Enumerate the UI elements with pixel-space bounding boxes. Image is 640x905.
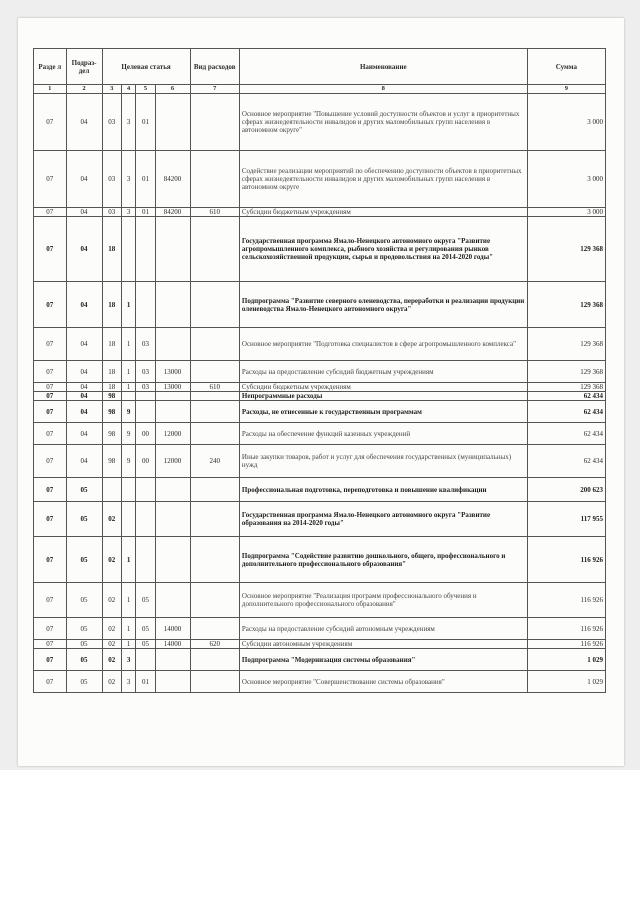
- cell-name: Иные закупки товаров, работ и услуг для обеспечения государственных (муниципальных) нужд: [239, 445, 527, 478]
- cell-sum: 129 368: [527, 282, 605, 328]
- cell-razdel: 07: [34, 583, 67, 618]
- table-row: [34, 583, 606, 618]
- cell-event: [136, 282, 155, 328]
- column-number: 3: [102, 85, 121, 94]
- cell-name: Непрограммные расходы: [239, 392, 527, 401]
- cell-direction: [155, 478, 190, 502]
- header-podrazdel: Подраз- дел: [66, 49, 102, 85]
- cell-podrazdel: 04: [66, 445, 102, 478]
- column-number: 9: [527, 85, 605, 94]
- cell-subprogram: 9: [121, 445, 135, 478]
- table-row: [34, 478, 606, 502]
- cell-sum: 3 000: [527, 94, 605, 151]
- table-row: [34, 217, 606, 282]
- cell-razdel: 07: [34, 537, 67, 583]
- cell-direction: [155, 671, 190, 693]
- column-number: 6: [155, 85, 190, 94]
- cell-sum: 62 434: [527, 445, 605, 478]
- cell-sum: 62 434: [527, 401, 605, 423]
- table-row: [34, 640, 606, 649]
- cell-podrazdel: 05: [66, 649, 102, 671]
- cell-podrazdel: 04: [66, 282, 102, 328]
- cell-razdel: 07: [34, 445, 67, 478]
- cell-razdel: 07: [34, 361, 67, 383]
- cell-program: 02: [102, 583, 121, 618]
- table-header-row: [34, 49, 606, 85]
- cell-expense-type: [190, 583, 239, 618]
- cell-expense-type: [190, 537, 239, 583]
- cell-direction: [155, 217, 190, 282]
- cell-name: Подпрограмма "Содействие развитию дошкольного, общего, профессионального и дополнительного профессионального образования": [239, 537, 527, 583]
- cell-program: 03: [102, 208, 121, 217]
- cell-subprogram: 1: [121, 537, 135, 583]
- cell-razdel: 07: [34, 649, 67, 671]
- cell-sum: 129 368: [527, 328, 605, 361]
- cell-name: Профессиональная подготовка, переподготовка и повышение квалификации: [239, 478, 527, 502]
- cell-sum: 3 000: [527, 151, 605, 208]
- table-row: [34, 94, 606, 151]
- cell-podrazdel: 05: [66, 583, 102, 618]
- cell-podrazdel: 04: [66, 401, 102, 423]
- column-number: 2: [66, 85, 102, 94]
- cell-event: 03: [136, 328, 155, 361]
- cell-razdel: 07: [34, 383, 67, 392]
- cell-sum: 62 434: [527, 392, 605, 401]
- cell-program: 02: [102, 537, 121, 583]
- cell-razdel: 07: [34, 671, 67, 693]
- cell-sum: 129 368: [527, 383, 605, 392]
- cell-sum: 1 029: [527, 649, 605, 671]
- cell-program: 98: [102, 423, 121, 445]
- cell-podrazdel: 04: [66, 217, 102, 282]
- cell-program: 02: [102, 502, 121, 537]
- cell-program: 18: [102, 328, 121, 361]
- cell-razdel: 07: [34, 478, 67, 502]
- cell-event: 05: [136, 618, 155, 640]
- cell-expense-type: [190, 502, 239, 537]
- table-row: [34, 671, 606, 693]
- cell-direction: 12000: [155, 423, 190, 445]
- cell-podrazdel: 04: [66, 383, 102, 392]
- cell-expense-type: [190, 282, 239, 328]
- cell-name: Субсидии бюджетным учреждениям: [239, 208, 527, 217]
- header-razdel: Разде л: [34, 49, 67, 85]
- cell-subprogram: 9: [121, 423, 135, 445]
- cell-name: Расходы на предоставление субсидий автономным учреждениям: [239, 618, 527, 640]
- cell-name: Государственная программа Ямало-Ненецкого автономного округа "Развитие агропромышленного комплекса, рыбного хозяйства и регулирования рынков сельскохозяйственной продукции, сырья и продовольствия на 2014-2020 годы": [239, 217, 527, 282]
- cell-expense-type: [190, 94, 239, 151]
- table-row: [34, 401, 606, 423]
- cell-expense-type: 620: [190, 640, 239, 649]
- cell-event: [136, 478, 155, 502]
- header-target-article: Целевая статья: [102, 49, 190, 85]
- budget-table: [33, 48, 606, 693]
- table-row: [34, 328, 606, 361]
- cell-program: 02: [102, 649, 121, 671]
- cell-subprogram: [121, 392, 135, 401]
- cell-program: 98: [102, 445, 121, 478]
- cell-name: Расходы, не отнесенные к государственным программам: [239, 401, 527, 423]
- cell-name: Субсидии автономным учреждениям: [239, 640, 527, 649]
- table-row: [34, 392, 606, 401]
- cell-podrazdel: 04: [66, 423, 102, 445]
- cell-program: 03: [102, 94, 121, 151]
- cell-razdel: 07: [34, 282, 67, 328]
- cell-expense-type: 610: [190, 208, 239, 217]
- cell-name: Основное мероприятие "Подготовка специалистов в сфере агропромышленного комплекса": [239, 328, 527, 361]
- cell-expense-type: [190, 649, 239, 671]
- cell-subprogram: 1: [121, 583, 135, 618]
- cell-sum: 116 926: [527, 583, 605, 618]
- cell-direction: [155, 282, 190, 328]
- cell-event: 03: [136, 361, 155, 383]
- cell-podrazdel: 05: [66, 671, 102, 693]
- cell-sum: 117 955: [527, 502, 605, 537]
- cell-podrazdel: 05: [66, 537, 102, 583]
- cell-direction: [155, 94, 190, 151]
- table-body: [34, 94, 606, 693]
- cell-event: 05: [136, 583, 155, 618]
- cell-sum: 116 926: [527, 640, 605, 649]
- cell-expense-type: 240: [190, 445, 239, 478]
- cell-expense-type: [190, 671, 239, 693]
- table-row: [34, 282, 606, 328]
- table-row: [34, 537, 606, 583]
- cell-podrazdel: 04: [66, 361, 102, 383]
- header-expense-type: Вид расходов: [190, 49, 239, 85]
- cell-razdel: 07: [34, 640, 67, 649]
- cell-program: 18: [102, 383, 121, 392]
- cell-direction: 84200: [155, 208, 190, 217]
- cell-podrazdel: 05: [66, 618, 102, 640]
- cell-direction: [155, 328, 190, 361]
- column-number: 5: [136, 85, 155, 94]
- cell-event: [136, 392, 155, 401]
- cell-direction: [155, 583, 190, 618]
- cell-expense-type: [190, 478, 239, 502]
- cell-expense-type: [190, 361, 239, 383]
- cell-direction: [155, 649, 190, 671]
- cell-direction: [155, 401, 190, 423]
- cell-subprogram: 3: [121, 151, 135, 208]
- cell-sum: 3 000: [527, 208, 605, 217]
- cell-razdel: 07: [34, 502, 67, 537]
- cell-razdel: 07: [34, 208, 67, 217]
- cell-sum: 116 926: [527, 618, 605, 640]
- cell-expense-type: [190, 217, 239, 282]
- cell-event: 01: [136, 671, 155, 693]
- cell-event: 05: [136, 640, 155, 649]
- cell-program: 18: [102, 361, 121, 383]
- cell-sum: 1 029: [527, 671, 605, 693]
- cell-program: 98: [102, 401, 121, 423]
- cell-event: 01: [136, 208, 155, 217]
- cell-event: [136, 401, 155, 423]
- cell-podrazdel: 04: [66, 328, 102, 361]
- cell-direction: 12000: [155, 445, 190, 478]
- column-number: 7: [190, 85, 239, 94]
- cell-expense-type: [190, 151, 239, 208]
- cell-direction: [155, 537, 190, 583]
- cell-name: Подпрограмма "Развитие северного оленеводства, переработки и реализации продукции оленеводства Ямало-Ненецкого автономного округа": [239, 282, 527, 328]
- cell-razdel: 07: [34, 217, 67, 282]
- cell-subprogram: 1: [121, 618, 135, 640]
- cell-expense-type: [190, 423, 239, 445]
- cell-expense-type: [190, 392, 239, 401]
- cell-event: [136, 217, 155, 282]
- cell-expense-type: [190, 401, 239, 423]
- cell-razdel: 07: [34, 618, 67, 640]
- cell-subprogram: 3: [121, 94, 135, 151]
- cell-podrazdel: 05: [66, 502, 102, 537]
- cell-subprogram: 1: [121, 282, 135, 328]
- cell-name: Основное мероприятие "Повышение условий доступности объектов и услуг в приоритетных сферах жизнедеятельности инвалидов и других маломобильных групп населения в автономном округе": [239, 94, 527, 151]
- header-name: Наименование: [239, 49, 527, 85]
- cell-event: 01: [136, 94, 155, 151]
- table-row: [34, 649, 606, 671]
- cell-direction: 84200: [155, 151, 190, 208]
- cell-expense-type: [190, 618, 239, 640]
- cell-sum: 129 368: [527, 361, 605, 383]
- cell-sum: 200 623: [527, 478, 605, 502]
- cell-subprogram: [121, 217, 135, 282]
- cell-subprogram: 9: [121, 401, 135, 423]
- table-row: [34, 445, 606, 478]
- cell-podrazdel: 04: [66, 208, 102, 217]
- cell-sum: 129 368: [527, 217, 605, 282]
- cell-name: Подпрограмма "Модернизация системы образования": [239, 649, 527, 671]
- column-number: 1: [34, 85, 67, 94]
- cell-name: Государственная программа Ямало-Ненецкого автономного округа "Развитие образования на 2014-2020 годы": [239, 502, 527, 537]
- cell-podrazdel: 04: [66, 151, 102, 208]
- cell-name: Субсидии бюджетным учреждениям: [239, 383, 527, 392]
- cell-expense-type: 610: [190, 383, 239, 392]
- cell-podrazdel: 04: [66, 392, 102, 401]
- cell-expense-type: [190, 328, 239, 361]
- header-sum: Сумма: [527, 49, 605, 85]
- cell-subprogram: 3: [121, 208, 135, 217]
- cell-program: 02: [102, 671, 121, 693]
- cell-name: Содействие реализации мероприятий по обеспечению доступности объектов в приоритетных сферах жизнедеятельности инвалидов и других маломобильных групп населения в автономном округе: [239, 151, 527, 208]
- cell-event: 00: [136, 445, 155, 478]
- cell-podrazdel: 05: [66, 478, 102, 502]
- cell-program: 18: [102, 217, 121, 282]
- table-row: [34, 361, 606, 383]
- cell-direction: 14000: [155, 640, 190, 649]
- table-row: [34, 383, 606, 392]
- cell-name: Основное мероприятие "Реализация программ профессионального обучения и дополнительного профессионального образования": [239, 583, 527, 618]
- cell-event: [136, 537, 155, 583]
- table-row: [34, 423, 606, 445]
- cell-sum: 62 434: [527, 423, 605, 445]
- cell-subprogram: 3: [121, 671, 135, 693]
- cell-subprogram: [121, 478, 135, 502]
- cell-name: Основное мероприятие "Совершенствование системы образования": [239, 671, 527, 693]
- column-number-row: [34, 85, 606, 94]
- cell-direction: [155, 392, 190, 401]
- cell-event: 03: [136, 383, 155, 392]
- cell-subprogram: 1: [121, 383, 135, 392]
- cell-direction: [155, 502, 190, 537]
- cell-direction: 13000: [155, 361, 190, 383]
- table-row: [34, 151, 606, 208]
- cell-subprogram: 1: [121, 328, 135, 361]
- cell-razdel: 07: [34, 423, 67, 445]
- cell-direction: 14000: [155, 618, 190, 640]
- cell-name: Расходы на обеспечение функций казенных учреждений: [239, 423, 527, 445]
- cell-razdel: 07: [34, 151, 67, 208]
- cell-program: 02: [102, 640, 121, 649]
- cell-subprogram: 1: [121, 640, 135, 649]
- cell-event: [136, 502, 155, 537]
- column-number: 8: [239, 85, 527, 94]
- cell-event: [136, 649, 155, 671]
- cell-razdel: 07: [34, 328, 67, 361]
- cell-subprogram: 1: [121, 361, 135, 383]
- cell-subprogram: 3: [121, 649, 135, 671]
- cell-program: [102, 478, 121, 502]
- cell-name: Расходы на предоставление субсидий бюджетным учреждениям: [239, 361, 527, 383]
- cell-subprogram: [121, 502, 135, 537]
- table-row: [34, 618, 606, 640]
- cell-program: 03: [102, 151, 121, 208]
- table-row: [34, 502, 606, 537]
- cell-razdel: 07: [34, 392, 67, 401]
- cell-event: 00: [136, 423, 155, 445]
- column-number: 4: [121, 85, 135, 94]
- cell-podrazdel: 05: [66, 640, 102, 649]
- cell-program: 18: [102, 282, 121, 328]
- cell-event: 01: [136, 151, 155, 208]
- cell-program: 98: [102, 392, 121, 401]
- cell-program: 02: [102, 618, 121, 640]
- cell-razdel: 07: [34, 401, 67, 423]
- cell-direction: 13000: [155, 383, 190, 392]
- cell-podrazdel: 04: [66, 94, 102, 151]
- table-row: [34, 208, 606, 217]
- cell-razdel: 07: [34, 94, 67, 151]
- cell-sum: 116 926: [527, 537, 605, 583]
